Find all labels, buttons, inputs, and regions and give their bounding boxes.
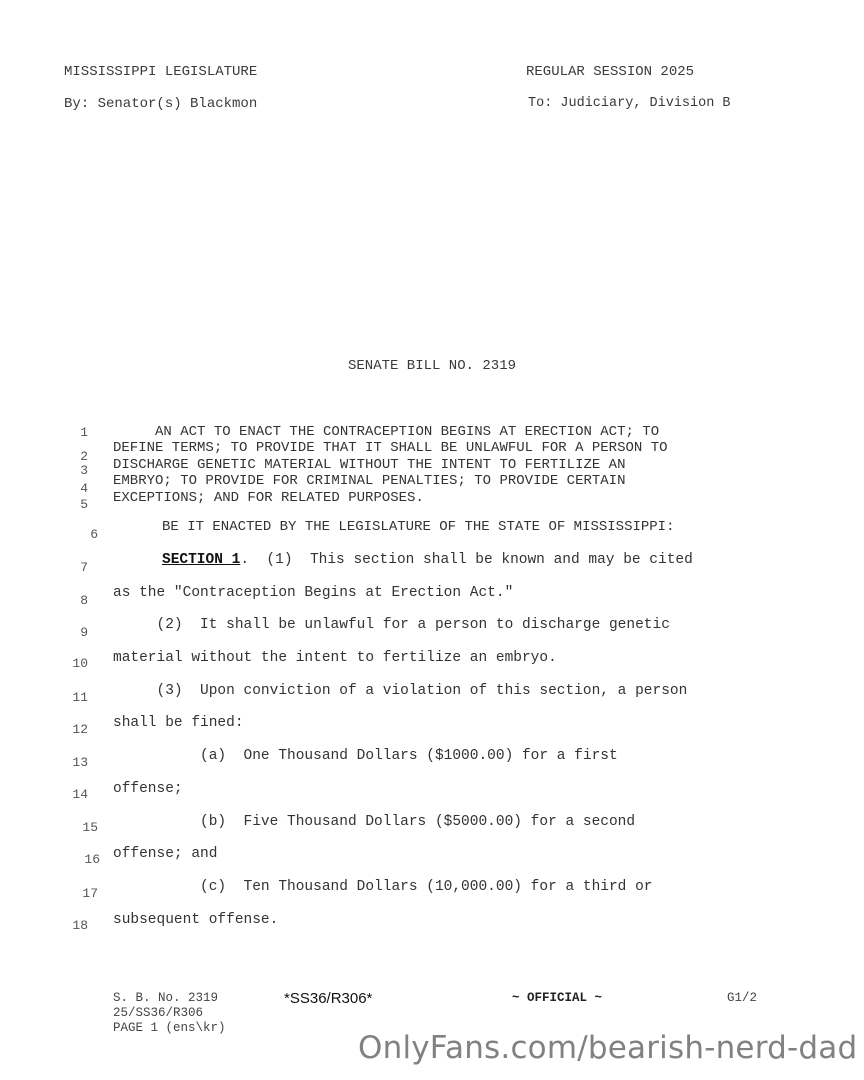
line-number: 6 (90, 527, 98, 542)
barcode-stamp: *SS36/R306* (284, 990, 373, 1007)
page-number: PAGE 1 (ens\kr) (113, 1021, 226, 1035)
act-title-line: AN ACT TO ENACT THE CONTRACEPTION BEGINS AT ERECTION ACT; TO (113, 424, 660, 440)
official-label: ~ OFFICIAL ~ (512, 991, 603, 1005)
line-number: 2 (80, 449, 88, 464)
line-number: 18 (72, 918, 88, 933)
line-number: 11 (72, 690, 88, 705)
session-label: REGULAR SESSION 2025 (526, 64, 695, 80)
enacting-clause: BE IT ENACTED BY THE LEGISLATURE OF THE STATE OF MISSISSIPPI: (162, 519, 675, 535)
version-label: G1/2 (727, 991, 758, 1005)
section-line: subsequent offense. (113, 912, 279, 928)
document-code: 25/SS36/R306 (113, 1006, 204, 1020)
section-line: offense; (113, 781, 183, 797)
line-number: 16 (84, 852, 100, 867)
committee-label: To: Judiciary, Division B (528, 96, 731, 111)
section-line: shall be fined: (113, 715, 244, 731)
bill-title: SENATE BILL NO. 2319 (347, 358, 517, 374)
line-number: 17 (82, 886, 98, 901)
act-title-line: DISCHARGE GENETIC MATERIAL WITHOUT THE INTENT TO FERTILIZE AN (113, 457, 626, 473)
line-number: 12 (72, 722, 88, 737)
section-line: (c) Ten Thousand Dollars (10,000.00) for a third or (113, 879, 653, 895)
section-line: (a) One Thousand Dollars ($1000.00) for a first (113, 748, 618, 764)
line-number: 8 (80, 593, 88, 608)
act-title-line: EMBRYO; TO PROVIDE FOR CRIMINAL PENALTIES; TO PROVIDE CERTAIN (113, 473, 626, 489)
line-number: 5 (80, 497, 88, 512)
line-number: 1 (80, 425, 88, 440)
line-number: 13 (72, 755, 88, 770)
section-first-line (162, 552, 693, 568)
section-line: offense; and (113, 846, 218, 862)
section-line: (2) It shall be unlawful for a person to discharge genetic (113, 617, 670, 633)
act-title-line: DEFINE TERMS; TO PROVIDE THAT IT SHALL BE UNLAWFUL FOR A PERSON TO (113, 440, 668, 456)
line-number: 15 (82, 820, 98, 835)
section-line: (b) Five Thousand Dollars ($5000.00) for a second (113, 814, 636, 830)
section-heading: SECTION 1 (162, 552, 241, 568)
section-line: (3) Upon conviction of a violation of this section, a person (113, 683, 688, 699)
legislature-name: MISSISSIPPI LEGISLATURE (64, 64, 258, 80)
line-number: 7 (80, 560, 88, 575)
section-line: as the "Contraception Begins at Erection Act." (113, 585, 514, 601)
line-number: 3 (80, 463, 88, 478)
line-number: 14 (72, 787, 88, 802)
bill-reference: S. B. No. 2319 (113, 991, 219, 1005)
line-number: 4 (80, 481, 88, 496)
act-title-line: EXCEPTIONS; AND FOR RELATED PURPOSES. (113, 490, 424, 506)
sponsor-label: By: Senator(s) Blackmon (64, 96, 258, 112)
section-text: . (1) This section shall be known and may be cited (240, 552, 693, 568)
section-line: material without the intent to fertilize an embryo. (113, 650, 557, 666)
line-number: 9 (80, 625, 88, 640)
line-number: 10 (72, 656, 88, 671)
watermark-text: OnlyFans.com/bearish-nerd-dad (358, 1030, 858, 1066)
